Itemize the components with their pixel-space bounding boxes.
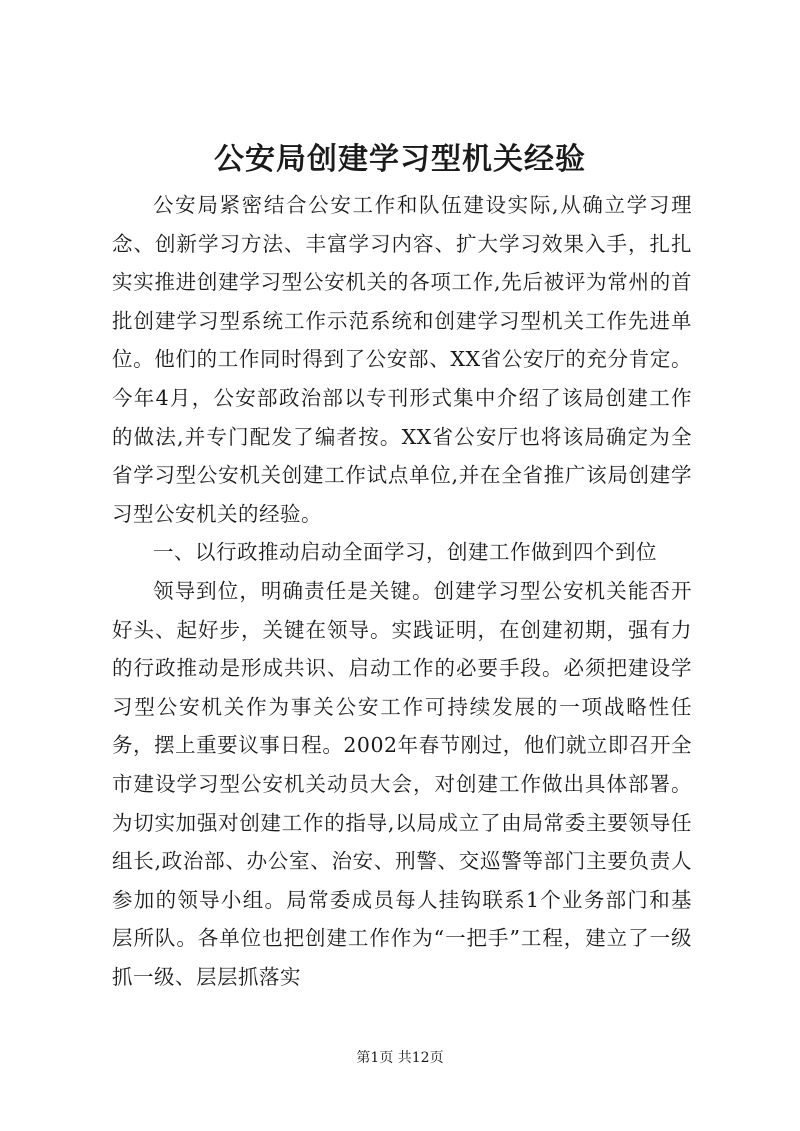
section-heading: 一、以行政推动启动全面学习，创建工作做到四个到位 <box>153 540 657 565</box>
page-footer: 第1页 共12页 <box>356 1050 444 1066</box>
document-title: 公安局创建学习型机关经验 <box>214 142 586 177</box>
section-paragraph: 领导到位，明确责任是关键。创建学习型公安机关能否开好头、起好步，关键在领导。实践证明，在创建初期，强有力的行政推动是形成共识、启动工作的必要手段。必须把建设学习型公安机关作为事关公安工作可持续发展的一项战略性任务，摆上重要议事日程。2002年春节刚过，他们就立即召开全市建设学习型公安机关动员大会，对创建工作做出具体部署。为切实加强对创建工作的指导,以局成立了由局常委主要领导任组长,政治部、办公室、治安、刑警、交巡警等部门主要负责人参加的领导小组。局常委成员每人挂钩联系1个业务部门和基层所队。各单位也把创建工作作为“一把手”工程，建立了一级抓一级、层层抓落实 <box>112 578 692 989</box>
document-body <box>112 186 692 996</box>
intro-paragraph: 公安局紧密结合公安工作和队伍建设实际,从确立学习理念、创新学习方法、丰富学习内容、扩大学习效果入手，扎扎实实推进创建学习型公安机关的各项工作,先后被评为常州的首批创建学习型系统工作示范系统和创建学习型机关工作先进单位。他们的工作同时得到了公安部、XX省公安厅的充分肯定。今年4月，公安部政治部以专刊形式集中介绍了该局创建工作的做法,并专门配发了编者按。XX省公安厅也将该局确定为全省学习型公安机关创建工作试点单位,并在全省推广该局创建学习型公安机关的经验。 <box>112 193 692 526</box>
